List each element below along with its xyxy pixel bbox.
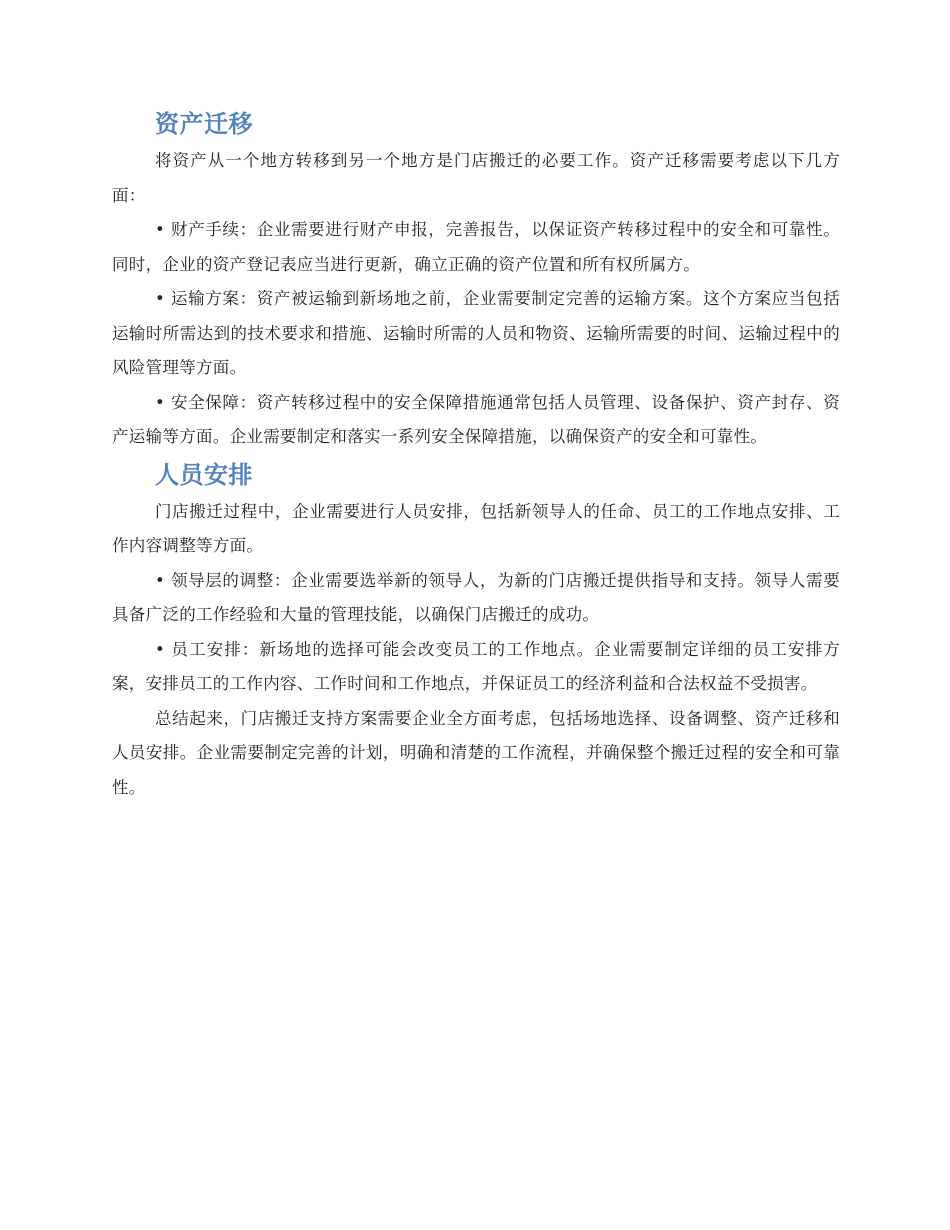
document-page [112,104,840,805]
leadership-adjustment-bullet: • 领导层的调整：企业需要选举新的领导人，为新的门店搬迁提供指导和支持。领导人需要具备广泛的工作经验和大量的管理技能，以确保门店搬迁的成功。 [112,570,840,624]
staff-arrangement-intro-paragraph: 门店搬迁过程中，企业需要进行人员安排，包括新领导人的任命、员工的工作地点安排、工作内容调整等方面。 [112,501,840,555]
summary-paragraph: 总结起来，门店搬迁支持方案需要企业全方面考虑，包括场地选择、设备调整、资产迁移和人员安排。企业需要制定完善的计划，明确和清楚的工作流程，并确保整个搬迁过程的安全和可靠性。 [112,708,840,797]
transport-plan-bullet: • 运输方案：资产被运输到新场地之前，企业需要制定完善的运输方案。这个方案应当包括运输时所需达到的技术要求和措施、运输时所需的人员和物资、运输所需要的时间、运输过程中的风险管理等方面。 [112,289,840,377]
asset-migration-intro-paragraph: 将资产从一个地方转移到另一个地方是门店搬迁的必要工作。资产迁移需要考虑以下几方面： [112,151,840,205]
employee-arrangement-bullet: • 员工安排：新场地的选择可能会改变员工的工作地点。企业需要制定详细的员工安排方案，安排员工的工作内容、工作时间和工作地点，并保证员工的经济利益和合法权益不受损害。 [112,639,840,693]
section-heading-asset-migration: 资产迁移 [155,110,253,138]
safety-guarantee-bullet: • 安全保障：资产转移过程中的安全保障措施通常包括人员管理、设备保护、资产封存、资产运输等方面。企业需要制定和落实一系列安全保障措施，以确保资产的安全和可靠性。 [112,392,840,446]
property-procedures-bullet: • 财产手续：企业需要进行财产申报，完善报告，以保证资产转移过程中的安全和可靠性。同时，企业的资产登记表应当进行更新，确立正确的资产位置和所有权所属方。 [112,220,840,274]
section-heading-staff-arrangement: 人员安排 [155,460,253,489]
